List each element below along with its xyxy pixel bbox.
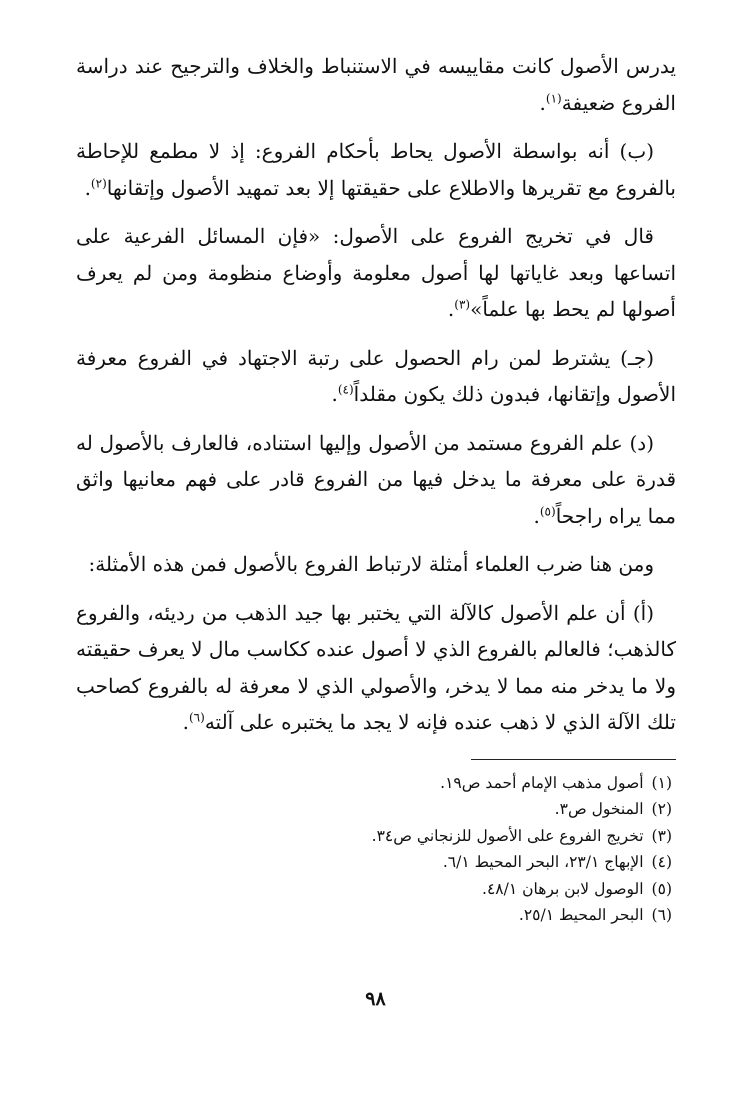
paragraph-7-end: . bbox=[182, 710, 189, 734]
footnotes-list bbox=[76, 770, 676, 929]
footnote-ref-4[interactable]: (٤) bbox=[337, 382, 354, 397]
paragraph-2-end: . bbox=[84, 175, 91, 200]
paragraph-1 bbox=[76, 48, 676, 121]
paragraph-4-end: . bbox=[331, 382, 338, 406]
page-body bbox=[76, 48, 676, 929]
footnote-text: المنخول ص٣. bbox=[554, 800, 644, 818]
footnote-number: (٣) bbox=[651, 826, 672, 845]
footnote-number: (٢) bbox=[651, 800, 672, 818]
footnote-2 bbox=[76, 796, 676, 823]
page-number: ٩٨ bbox=[365, 988, 386, 1010]
footnote-6 bbox=[76, 902, 676, 929]
footnote-number: (٦) bbox=[651, 906, 672, 924]
paragraph-4-text: (جـ) يشترط لمن رام الحصول على رتبة الاجتهاد في الفروع معرفة الأصول وإتقانها، فبدون ذلك يكون مقلداً bbox=[76, 345, 676, 406]
paragraph-3-end: . bbox=[447, 297, 455, 321]
paragraph-5-end: . bbox=[533, 503, 540, 528]
paragraph-5-text: (د) علم الفروع مستمد من الأصول وإليها استناده، فالعارف بالأصول له قدرة على معرفة ما يدخل فيها من الفروع قادر على فهم معانيها واثق مما يراه راجحاً bbox=[76, 430, 676, 528]
paragraph-1-end: . bbox=[539, 90, 546, 115]
paragraph-3-text: قال في تخريج الفروع على الأصول: «فإن المسائل الفرعية على اتساعها وبعد غاياتها لها أصول معلومة وأوضاع منظومة ومن لم يعرف أصولها لم يحط بها علماً» bbox=[76, 224, 676, 321]
footnote-3 bbox=[76, 823, 676, 850]
footnote-text: أصول مذهب الإمام أحمد ص١٩. bbox=[440, 773, 644, 792]
paragraph-4 bbox=[76, 340, 676, 413]
footnote-text: الوصول لابن برهان ٤٨/١. bbox=[482, 879, 644, 898]
footnote-4 bbox=[76, 849, 676, 876]
footnote-5 bbox=[76, 876, 676, 903]
footnote-ref-3[interactable]: (٣) bbox=[454, 297, 471, 312]
footnote-number: (١) bbox=[651, 773, 672, 792]
footnote-text: الإبهاج ٢٣/١، البحر المحيط ٦/١. bbox=[442, 853, 644, 871]
paragraph-7 bbox=[76, 595, 676, 741]
paragraph-2 bbox=[76, 133, 676, 206]
paragraph-6 bbox=[76, 546, 676, 583]
footnote-number: (٥) bbox=[651, 879, 672, 898]
footnote-text: تخريج الفروع على الأصول للزنجاني ص٣٤. bbox=[371, 826, 644, 845]
paragraph-1-text: يدرس الأصول كانت مقاييسه في الاستنباط والخلاف والترجيح عند دراسة الفروع ضعيفة bbox=[76, 54, 677, 115]
paragraph-6-text: ومن هنا ضرب العلماء أمثلة لارتباط الفروع بالأصول فمن هذه الأمثلة: bbox=[88, 552, 654, 576]
paragraph-7-text: (أ) أن علم الأصول كالآلة التي يختبر بها جيد الذهب من رديئه، والفروع كالذهب؛ فالعالم بالفروع الذي لا أصول عنده ككاسب مال لا يعرف حقيقته ولا ما يدخر منه مما لا يدخر، والأصولي الذي لا معرفة له بالفروع كصاحب تلك الآلة الذي لا ذهب عنده فإنه لا يجد ما يختبره على آلته bbox=[76, 600, 676, 734]
paragraph-2-text: (ب) أنه بواسطة الأصول يحاط بأحكام الفروع: إذ لا مطمع للإحاطة بالفروع مع تقريرها والاطلاع على حقيقتها إلا بعد تمهيد الأصول وإتقانها bbox=[76, 139, 676, 200]
paragraph-3 bbox=[76, 218, 676, 328]
footnote-ref-2[interactable]: (٢) bbox=[90, 175, 107, 190]
footnote-ref-1[interactable]: (١) bbox=[545, 90, 562, 105]
footnote-1 bbox=[76, 770, 676, 797]
footnote-ref-6[interactable]: (٦) bbox=[188, 710, 205, 725]
footnote-ref-5[interactable]: (٥) bbox=[539, 503, 556, 518]
footnote-divider bbox=[471, 759, 676, 760]
footnote-text: البحر المحيط ٢٥/١. bbox=[518, 906, 644, 924]
footnote-number: (٤) bbox=[651, 853, 672, 871]
paragraph-5 bbox=[76, 425, 676, 535]
